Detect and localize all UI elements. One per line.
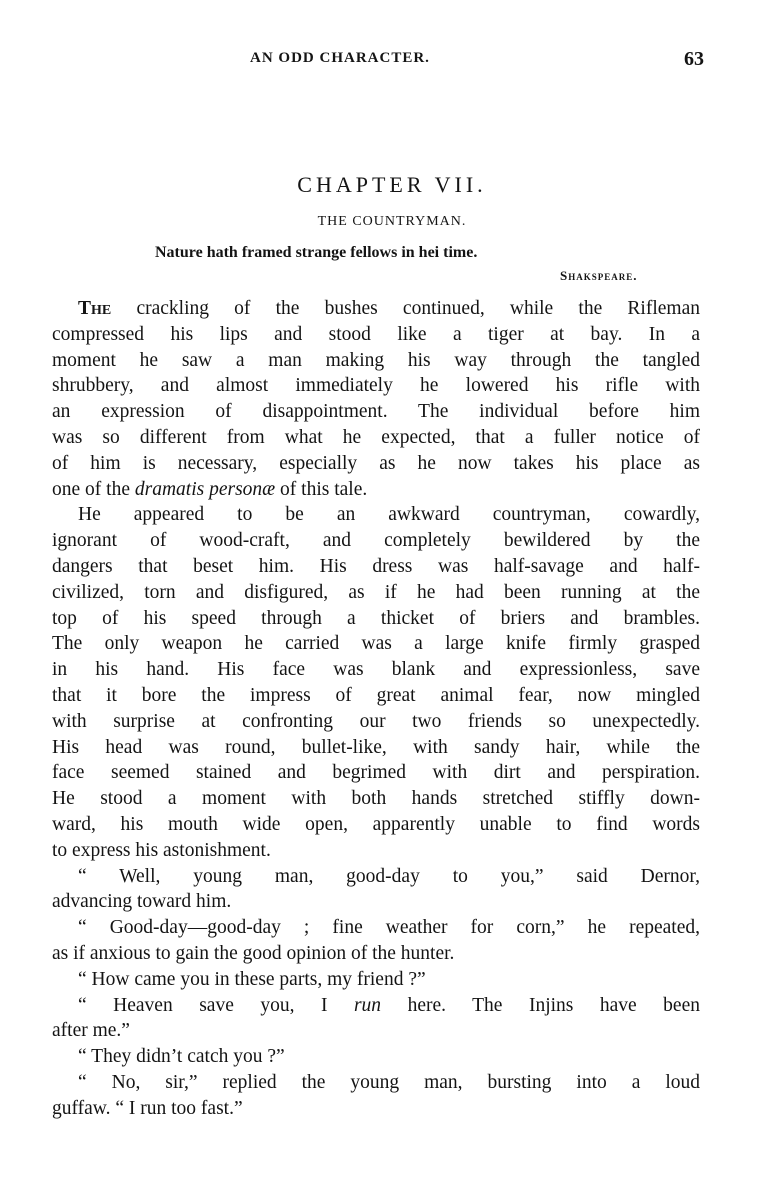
page-number: 63: [684, 48, 704, 70]
text-line: “ Heaven save you, I run here. The Injins have been: [78, 994, 700, 1016]
text-line: moment he saw a man making his way through the tangled: [52, 349, 700, 371]
text-line: after me.”: [52, 1020, 130, 1042]
text-line: ward, his mouth wide open, apparently unable to find words: [52, 813, 700, 835]
text-line: He stood a moment with both hands stretched stiffly down-: [52, 788, 700, 810]
epigraph: Nature hath framed strange fellows in hei time.: [155, 244, 478, 261]
italic-phrase: dramatis personæ: [134, 478, 276, 500]
chapter-body: [52, 296, 700, 1122]
text-line: an expression of disappointment. The individual before him: [52, 401, 700, 423]
text-line: face seemed stained and begrimed with dirt and perspiration.: [52, 762, 700, 784]
text-line: top of his speed through a thicket of briers and brambles.: [52, 607, 700, 629]
text-line: His head was round, bullet-like, with sandy hair, while the: [52, 736, 700, 758]
text-line: “ They didn’t catch you ?”: [78, 1046, 285, 1068]
text-line: “ How came you in these parts, my friend ?”: [78, 968, 426, 990]
text-line: of him is necessary, especially as he now takes his place as: [52, 452, 700, 474]
chapter-subtitle: THE COUNTRYMAN.: [317, 214, 467, 229]
text-line: that it bore the impress of great animal fear, now mingled: [52, 684, 700, 706]
text-line: was so different from what he expected, that a fuller notice of: [52, 426, 700, 448]
chapter-title: CHAPTER VII.: [297, 172, 487, 197]
text-line: to express his astonishment.: [52, 839, 271, 861]
text-line: as if anxious to gain the good opinion of the hunter.: [52, 942, 455, 964]
text-line: dangers that beset him. His dress was half-savage and half-: [52, 555, 700, 577]
opening-word: The: [78, 298, 112, 319]
text-line: “ No, sir,” replied the young man, bursting into a loud: [78, 1071, 700, 1093]
text-line: guffaw. “ I run too fast.”: [52, 1097, 243, 1119]
running-header: [0, 50, 784, 72]
text-line: one of the dramatis personæ of this tale.: [52, 478, 368, 500]
text-line: The crackling of the bushes continued, while the Rifleman: [78, 298, 700, 319]
text-line: He appeared to be an awkward countryman, cowardly,: [78, 504, 700, 526]
text-line: The only weapon he carried was a large knife firmly grasped: [52, 633, 700, 655]
text-line: ignorant of wood-craft, and completely bewildered by the: [52, 530, 700, 552]
text-line: in his hand. His face was blank and expressionless, save: [52, 659, 700, 681]
italic-word: run: [353, 994, 382, 1016]
text-line: advancing toward him.: [52, 891, 232, 913]
text-line: civilized, torn and disfigured, as if he had been running at the: [52, 581, 700, 603]
text-line: “ Well, young man, good-day to you,” said Dernor,: [78, 865, 700, 887]
text-line: with surprise at confronting our two friends so unexpectedly.: [52, 710, 700, 732]
running-title: AN ODD CHARACTER.: [250, 50, 430, 66]
text-line: compressed his lips and stood like a tiger at bay. In a: [52, 323, 700, 345]
text-line: “ Good-day—good-day ; fine weather for corn,” he repeated,: [78, 917, 700, 939]
text-line: shrubbery, and almost immediately he lowered his rifle with: [52, 375, 700, 397]
epigraph-attribution: Shakspeare.: [560, 268, 638, 283]
